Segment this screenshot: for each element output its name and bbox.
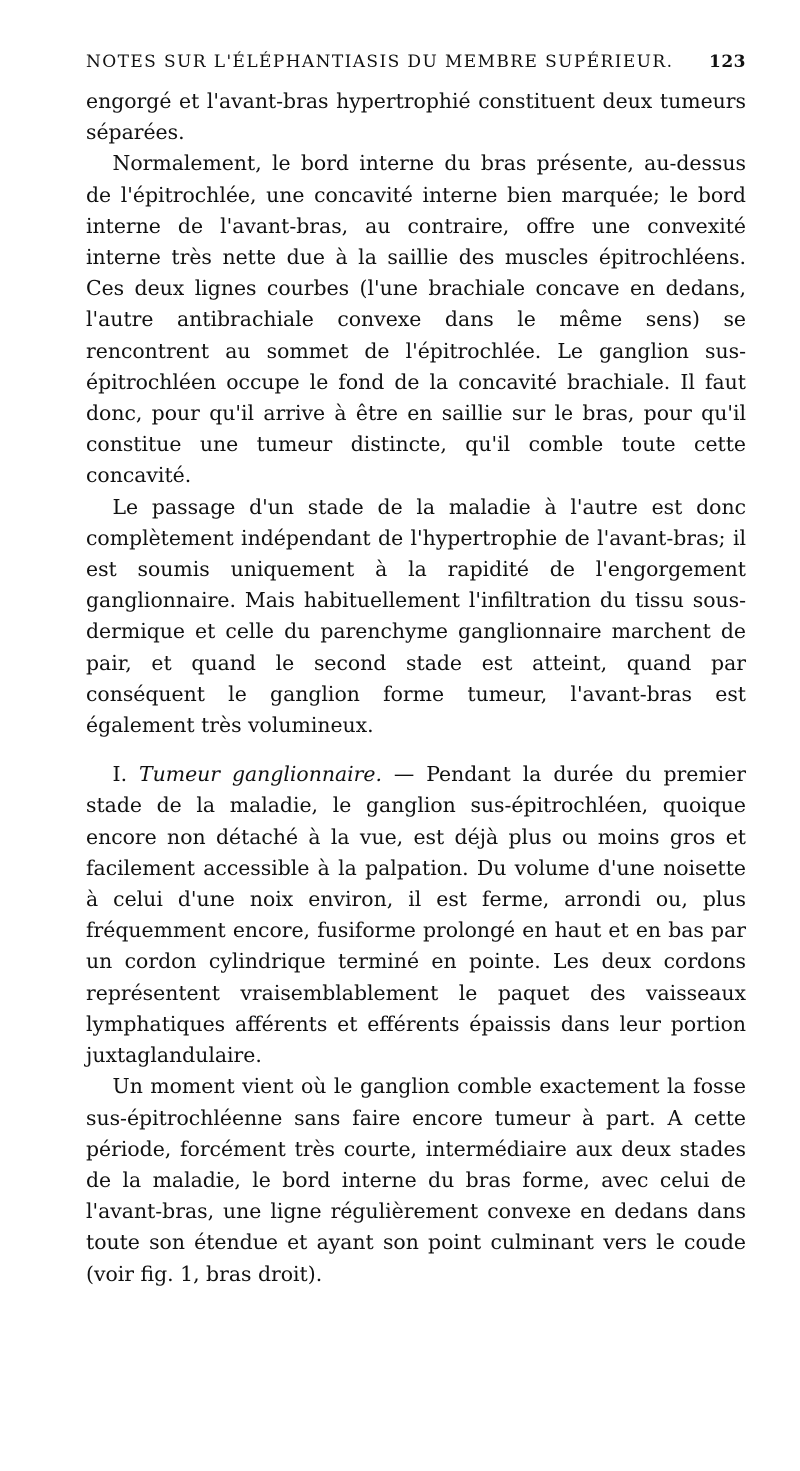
paragraph-anatomy: Normalement, le bord interne du bras présente, au-dessus de l'épitrochlée, une concavité interne bien marquée; le bord interne de l'avant-bras, au contraire, offre une convexité interne très nette due à la saillie des muscles épitrochléens. Ces deux lignes courbes (l'une brachiale concave en dedans, l'autre antibrachiale convexe dans le même sens) se rencontrent au sommet de l'épitrochlée. Le ganglion sus-épitrochléen occupe le fond de la concavité brachiale. Il faut donc, pour qu'il arrive à être en saillie sur le bras, pour qu'il constitue une tumeur distincte, qu'il comble toute cette concavité. <box>86 151 746 488</box>
section-number: I. <box>112 762 128 787</box>
section-title: Tumeur ganglionnaire. <box>139 762 382 787</box>
paragraph-fosse: Un moment vient où le ganglion comble exactement la fosse sus-épitrochléenne sans faire encore tumeur à part. A cette période, forcément très courte, intermédiaire aux deux stades de la maladie, le bord interne du bras forme, avec celui de l'avant-bras, une ligne régulièrement convexe en dedans dans toute son étendue et ayant son point culminant vers le coude (voir fig. 1, bras droit). <box>86 1074 746 1286</box>
section-text: — Pendant la durée du premier stade de la maladie, le ganglion sus-épitrochléen, quoique encore non détaché à la vue, est déjà plus ou moins gros et facilement accessible à la palpation. Du volume d'une noisette à celui d'une noix environ, il est ferme, arrondi ou, plus fréquemment encore, fusiforme prolongé en haut et en bas par un cordon cylindrique terminé en pointe. Les deux cordons représentent vraisemblablement le paquet des vaisseaux lymphatiques afférents et efférents épaissis dans leur portion juxtaglandulaire. <box>86 762 747 1068</box>
book-page <box>86 50 746 1290</box>
running-title: NOTES SUR L'ÉLÉPHANTIASIS DU MEMBRE SUPÉRIEUR. <box>86 52 674 72</box>
running-head <box>86 50 746 74</box>
paragraph-continuation: engorgé et l'avant-bras hypertrophié constituent deux tumeurs séparées. <box>86 89 746 145</box>
paragraph-stage-passage: Le passage d'un stade de la maladie à l'autre est donc complètement indépendant de l'hypertrophie de l'avant-bras; il est soumis uniquement à la rapidité de l'engorgement ganglionnaire. Mais habituellement l'infiltration du tissu sous-dermique et celle du parenchyme ganglionnaire marchent de pair, et quand le second stade est atteint, quand par conséquent le ganglion forme tumeur, l'avant-bras est également très volumineux. <box>86 494 746 738</box>
page-number: 123 <box>709 52 746 72</box>
section-tumeur-ganglionnaire <box>86 759 746 1071</box>
